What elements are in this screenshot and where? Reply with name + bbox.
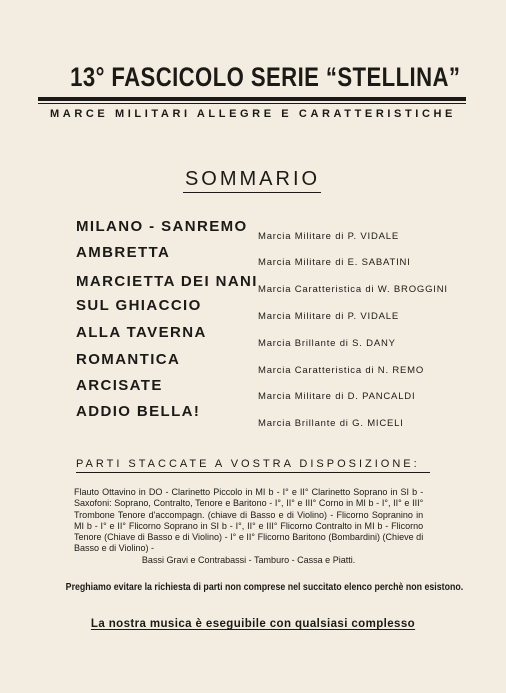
song-title: ROMANTICA xyxy=(76,351,181,368)
song-title: AMBRETTA xyxy=(76,244,171,261)
song-description: Marcia Militare di P. VIDALE xyxy=(258,231,400,242)
song-description: Marcia Brillante di G. MICELI xyxy=(258,418,404,429)
parts-list-text: Flauto Ottavino in DO - Clarinetto Piccolo in MI b - I° e II° Clarinetto Soprano in SI b - Saxofoni: Soprano, Contralto, Tenore e Baritono - I°, II° e III° Corno in MI b - I°, II° e III° Trombone Tenore d'accompagn. (chiave di Basso e di Violino) - Flicorno Sopranino in MI b - I° e II° Flicorno Soprano in SI b - I°, II° e III° Flicorno Contralto in MI b - Flicorno Tenore (Chiave di Basso e di Violino) - I° e II° Flicorno Baritono (Bombardini) (Chieve di Basso e di Violino) - xyxy=(74,487,424,554)
song-description: Marcia Militare di E. SABATINI xyxy=(258,257,411,268)
contents-heading-rule xyxy=(183,192,321,193)
song-title: ADDIO BELLA! xyxy=(76,403,201,420)
page-subtitle: MARCE MILITARI ALLEGRE E CARATTERISTICHE xyxy=(50,108,456,120)
song-description: Marcia Brillante di S. DANY xyxy=(258,338,396,349)
parts-heading: PARTI STACCATE A VOSTRA DISPOSIZIONE: xyxy=(76,458,420,470)
song-title: ALLA TAVERNA xyxy=(76,324,207,341)
parts-heading-rule xyxy=(76,472,430,473)
title-rule-thin xyxy=(38,103,466,104)
page-title: 13° FASCICOLO SERIE “STELLINA” xyxy=(70,62,461,92)
parts-list xyxy=(74,487,423,566)
song-description: Marcia Caratteristica di N. REMO xyxy=(258,365,425,376)
song-description: Marcia Caratteristica di W. BROGGINI xyxy=(258,284,448,295)
song-title: MILANO - SANREMO xyxy=(76,218,248,235)
title-rule-thick xyxy=(38,97,466,101)
song-title: MARCIETTA DEI NANI SUL GHIACCIO xyxy=(76,273,258,314)
contents-heading: SOMMARIO xyxy=(184,168,321,190)
song-description: Marcia Militare di D. PANCALDI xyxy=(258,391,416,402)
footer-slogan: La nostra musica è eseguibile con qualsiasi complesso xyxy=(90,618,416,630)
song-title: ARCISATE xyxy=(76,377,163,394)
parts-list-last-line: Bassi Gravi e Contrabassi - Tamburo - Cassa e Piatti. xyxy=(141,554,356,565)
song-description: Marcia Militare di P. VIDALE xyxy=(258,311,400,322)
notice-text: Preghiamo evitare la richiesta di parti non comprese nel succitato elenco perchè non esistono. xyxy=(65,581,464,593)
